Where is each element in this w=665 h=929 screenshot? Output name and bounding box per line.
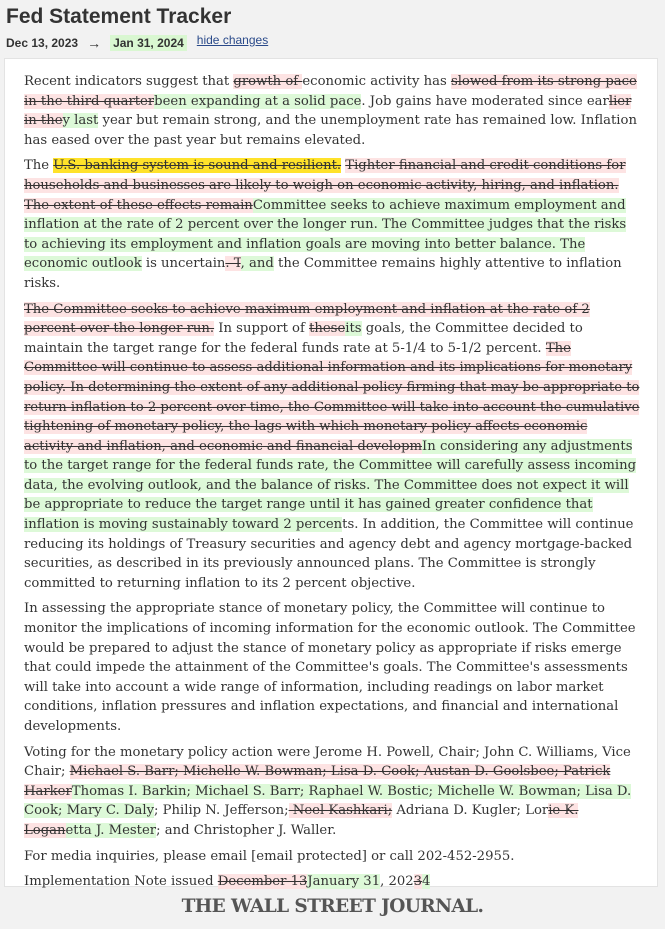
inserted-text: Thomas I. Barkin; Michael S. Barr; Raphael W. Bostic; Michelle W. Bowman; Lisa D. Cook; Mary C. Daly bbox=[24, 783, 632, 819]
deleted-text: these bbox=[309, 321, 346, 337]
inserted-text: been expanding at a solid pace bbox=[154, 93, 362, 109]
deleted-text: slowed from its strong pace in the third quarter bbox=[24, 74, 637, 109]
hide-changes-link[interactable]: hide changes bbox=[196, 33, 269, 47]
unchanged-text: For media inquiries, please email [email protected] or call 202-452-2955. bbox=[24, 848, 515, 864]
unchanged-text: ; and Christopher J. Waller. bbox=[156, 822, 337, 838]
unchanged-text: is uncertain bbox=[141, 256, 226, 272]
deleted-text: Tighter financial and credit conditions for households and businesses are likely to weigh on economic activity, hiring, and inflation. The extent of these effects remain bbox=[24, 158, 626, 213]
arrow-right-icon: → bbox=[87, 35, 102, 51]
unchanged-text: Implementation Note issued bbox=[24, 874, 218, 890]
statement-paragraph bbox=[24, 300, 640, 594]
deleted-text: . T bbox=[225, 256, 241, 272]
unchanged-text: Adriana D. Kugler; Lor bbox=[392, 803, 549, 819]
deleted-text: The Committee seeks to achieve maximum employment and inflation at the rate of 2 percent over the longer run. bbox=[24, 301, 590, 337]
inserted-text: y last bbox=[62, 113, 99, 129]
statement-paragraph bbox=[24, 847, 640, 867]
page-title: Fed Statement Tracker bbox=[6, 5, 232, 28]
unchanged-text: Voting for the monetary policy action were Jerome H. Powell, Chair; John C. Williams, Vice Chair; bbox=[24, 744, 631, 780]
from-date: Dec 13, 2023 bbox=[6, 36, 79, 50]
unchanged-text: the Committee remains highly attentive to inflation risks. bbox=[24, 256, 622, 291]
statement-paragraph bbox=[24, 599, 640, 736]
unchanged-text: ts. In addition, the Committee will continue reducing its holdings of Treasury securities and agency debt and agency mortgage-backed securities, as described in its previously announced plans. The Committee is strongly committed to returning inflation to its 2 percent objective. bbox=[24, 517, 634, 591]
deleted-text: Michael S. Barr; Michelle W. Bowman; Lisa D. Cook; Austan D. Goolsbee; Patrick Harker bbox=[24, 764, 611, 799]
inserted-text: etta J. Mester bbox=[65, 822, 157, 838]
deleted-text: Neel Kashkari; bbox=[288, 803, 393, 819]
unchanged-text: In support of bbox=[214, 321, 310, 337]
inserted-text: In considering any adjustments to the target range for the federal funds rate, the Committee will carefully assess incoming data, the evolving outlook, and the balance of risks. The Committee does not expect it will be appropriate to reduce the target range until it has gained greater confidence that inflation is moving sustainably toward 2 percen bbox=[24, 438, 637, 533]
deleted-text: The Committee will continue to assess additional information and its implications for monetary policy. In determining the extent of any additional policy firming that may be appropriate to return inflation to 2 percent over time, the Committee will take into account the cumulative tightening of monetary policy, the lags with which monetary policy affects economic activity and inflation, and economic and financial developm bbox=[24, 340, 640, 454]
date-comparison bbox=[6, 35, 659, 51]
wsj-logo: THE WALL STREET JOURNAL. bbox=[181, 896, 484, 917]
inserted-text: , and bbox=[240, 256, 274, 272]
deleted-text: December 13 bbox=[217, 874, 308, 890]
statement-panel bbox=[4, 58, 658, 890]
deleted-text: lier in the bbox=[24, 93, 632, 129]
statement-paragraph bbox=[24, 156, 640, 293]
unchanged-text: year but remain strong, and the unemployment rate has remained low. Inflation has eased over the past year but remains elevated. bbox=[24, 113, 637, 148]
page-header bbox=[6, 4, 659, 51]
inserted-text: January 31 bbox=[307, 874, 381, 890]
statement-paragraph bbox=[24, 743, 640, 841]
inserted-text: 4 bbox=[422, 874, 431, 890]
inserted-text: its bbox=[345, 321, 362, 337]
deleted-text: growth of bbox=[233, 74, 303, 89]
inserted-text: Committee seeks to achieve maximum employment and inflation at the rate of 2 percent over the longer run. The Committee judges that the risks to achieving its employment and inflation goals are moving into better balance. The economic outlook bbox=[24, 197, 627, 272]
statement-paragraph bbox=[24, 72, 640, 150]
unchanged-text: The bbox=[24, 158, 54, 174]
deleted-text: ie K. Logan bbox=[24, 803, 579, 838]
unchanged-text: economic activity has bbox=[302, 74, 451, 89]
unchanged-text: Recent indicators suggest that bbox=[24, 74, 234, 89]
statement-text bbox=[24, 72, 640, 898]
statement-paragraph bbox=[24, 872, 640, 892]
unchanged-text: In assessing the appropriate stance of monetary policy, the Committee will continue to monitor the implications of incoming information for the economic outlook. The Committee would be prepared to adjust the stance of monetary policy as appropriate if risks emerge that could impede the attainment of the Committee's goals. The Committee's assessments will take into account a wide range of information, including readings on labor market conditions, inflation pressures and inflation expectations, and financial and international developments. bbox=[24, 601, 636, 734]
unchanged-text: ; Philip N. Jefferson; bbox=[154, 803, 289, 819]
deleted-text: 3 bbox=[413, 874, 423, 890]
highlighted-deleted-text: U.S. banking system is sound and resilient. bbox=[53, 158, 342, 174]
unchanged-text: goals, the Committee decided to maintain the target range for the federal funds rate at 5-1/4 to 5-1/2 percent. bbox=[24, 321, 583, 356]
unchanged-text: . Job gains have moderated since ear bbox=[361, 93, 609, 109]
unchanged-text: , 202 bbox=[380, 874, 414, 890]
to-date: Jan 31, 2024 bbox=[110, 35, 187, 51]
